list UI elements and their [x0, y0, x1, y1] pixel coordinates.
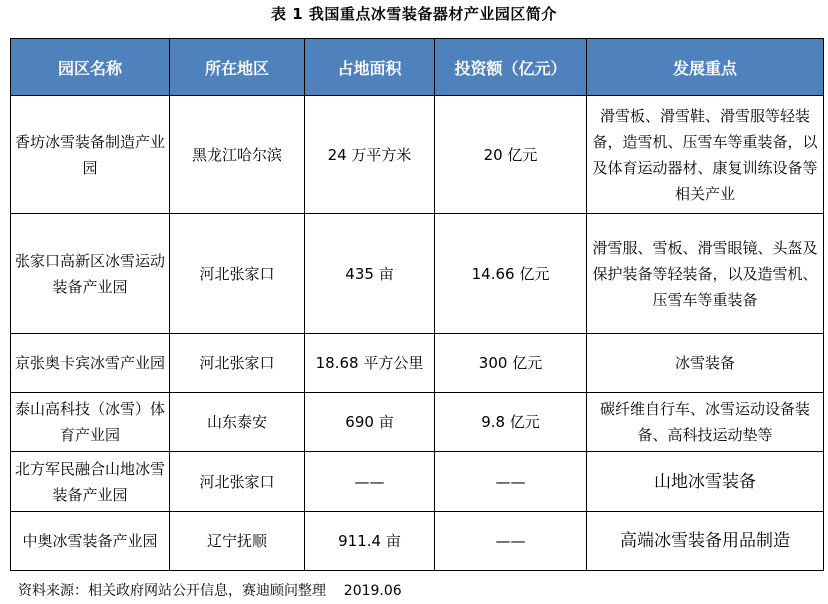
park-region: 河北张家口 [170, 334, 305, 393]
table-row [11, 334, 824, 393]
source-note: 资料来源：相关政府网站公开信息，赛迪顾问整理 2019.06 [18, 583, 402, 599]
table-row [11, 512, 824, 571]
header-investment: 投资额（亿元） [435, 39, 587, 96]
table-header-row [11, 39, 824, 96]
park-focus: 高端冰雪装备用品制造 [587, 512, 824, 571]
park-investment: 20 亿元 [435, 96, 587, 214]
header-park-name: 园区名称 [11, 39, 170, 96]
park-name: 京张奥卡宾冰雪产业园 [11, 334, 170, 393]
header-area: 占地面积 [305, 39, 435, 96]
park-region: 河北张家口 [170, 452, 305, 512]
park-focus: 碳纤维自行车、冰雪运动设备装备、高科技运动垫等 [587, 393, 824, 452]
park-area: 911.4 亩 [305, 512, 435, 571]
park-focus: 山地冰雪装备 [587, 452, 824, 512]
park-name: 中奥冰雪装备产业园 [11, 512, 170, 571]
park-name: 香坊冰雪装备制造产业园 [11, 96, 170, 214]
table-row [11, 214, 824, 334]
table-title: 表 1 我国重点冰雪装备器材产业园区简介 [271, 5, 557, 23]
park-area: 18.68 平方公里 [305, 334, 435, 393]
park-region: 黑龙江哈尔滨 [170, 96, 305, 214]
table-row [11, 393, 824, 452]
park-area: —— [305, 452, 435, 512]
park-investment: —— [435, 452, 587, 512]
header-focus: 发展重点 [587, 39, 824, 96]
park-region: 河北张家口 [170, 214, 305, 334]
table-row [11, 452, 824, 512]
park-region: 辽宁抚顺 [170, 512, 305, 571]
park-investment: —— [435, 512, 587, 571]
park-investment: 14.66 亿元 [435, 214, 587, 334]
park-area: 690 亩 [305, 393, 435, 452]
park-name: 张家口高新区冰雪运动装备产业园 [11, 214, 170, 334]
industrial-parks-table [10, 38, 824, 571]
park-investment: 9.8 亿元 [435, 393, 587, 452]
park-name: 泰山高科技（冰雪）体育产业园 [11, 393, 170, 452]
header-region: 所在地区 [170, 39, 305, 96]
table-row [11, 96, 824, 214]
park-area: 435 亩 [305, 214, 435, 334]
park-focus: 滑雪板、滑雪鞋、滑雪服等轻装备，造雪机、压雪车等重装备，以及体育运动器材、康复训练设备等相关产业 [587, 96, 824, 214]
park-focus: 滑雪服、雪板、滑雪眼镜、头盔及保护装备等轻装备，以及造雪机、压雪车等重装备 [587, 214, 824, 334]
park-investment: 300 亿元 [435, 334, 587, 393]
park-region: 山东泰安 [170, 393, 305, 452]
park-area: 24 万平方米 [305, 96, 435, 214]
park-name: 北方军民融合山地冰雪装备产业园 [11, 452, 170, 512]
park-focus: 冰雪装备 [587, 334, 824, 393]
